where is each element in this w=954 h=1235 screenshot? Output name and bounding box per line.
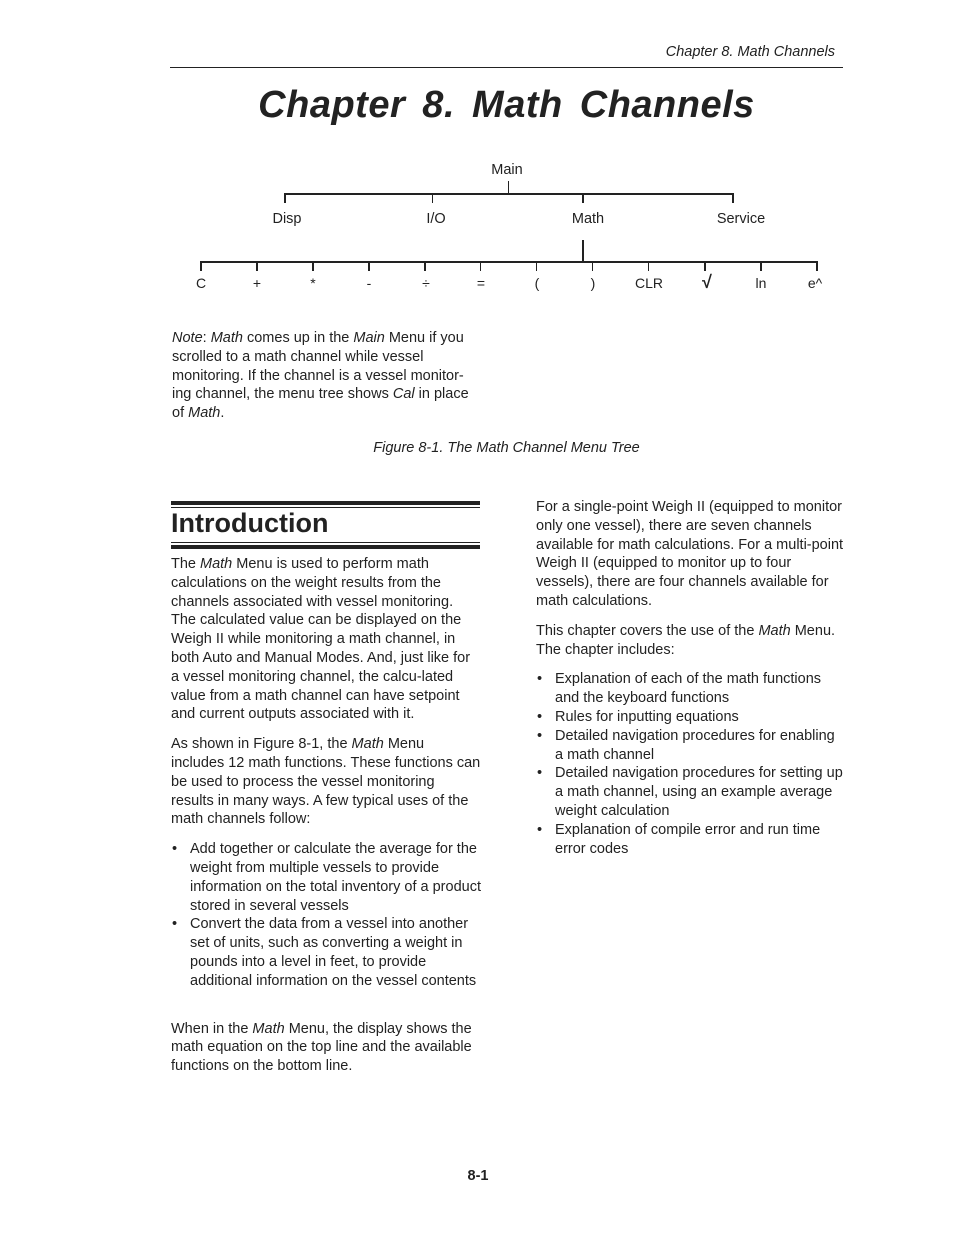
tree-item-io: I/O <box>426 211 446 227</box>
tree-item-math: Math <box>571 211 605 227</box>
key-close-paren: ) <box>590 275 596 291</box>
tree-connector <box>508 181 509 193</box>
section-rule <box>171 545 480 549</box>
key-minus: - <box>366 275 372 291</box>
list-item: • Rules for inputting equations <box>536 708 846 727</box>
tree-tick <box>582 193 584 203</box>
key-clear-entry: C <box>195 275 207 291</box>
left-column <box>171 555 481 1087</box>
tree-tick <box>480 261 481 271</box>
tree-tick <box>200 261 202 271</box>
key-plus: + <box>252 275 262 291</box>
tree-tick <box>816 261 818 271</box>
tree-tick <box>760 261 762 271</box>
key-ln: ln <box>755 275 767 291</box>
key-clr: CLR <box>634 275 664 291</box>
key-multiply: * <box>310 275 316 291</box>
tree-tick <box>368 261 370 271</box>
tree-tick <box>424 261 426 271</box>
section-rule <box>171 542 480 543</box>
tree-tick <box>732 193 734 203</box>
paragraph: The Math Menu is used to perform math calculations on the weight results from the channels associated with vessel monitoring. The calculated value can be displayed on the Weigh II while monitoring a math channel, in both Auto and Manual Modes. And, just like for a vessel monitoring channel, the calcu-lated value from a math channel can have setpoint and current outputs associated with it. <box>171 556 471 723</box>
key-divide: ÷ <box>422 275 430 291</box>
tree-item-service: Service <box>716 211 766 227</box>
tree-connector <box>582 240 584 261</box>
list-item: • Add together or calculate the average for the weight from multiple vessels to provide information on the total inventory of a product stored in several vessels <box>171 840 481 915</box>
list-item: • Convert the data from a vessel into another set of units, such as converting a weight in pounds into a level in feet, to provide additional information on the vessel contents <box>171 915 481 990</box>
figure-caption: Figure 8-1. The Math Channel Menu Tree <box>373 440 640 456</box>
section-rule <box>171 501 480 505</box>
key-open-paren: ( <box>534 275 540 291</box>
tree-root-main: Main <box>491 162 523 178</box>
note-label: Note <box>172 330 203 346</box>
tree-tick <box>256 261 258 271</box>
tree-level2-bar <box>200 261 817 263</box>
list-item: • Explanation of each of the math functions and the keyboard functions <box>536 670 846 708</box>
tree-tick <box>284 193 286 203</box>
tree-tick <box>704 261 706 271</box>
paragraph: For a single-point Weigh II (equipped to monitor only one vessel), there are seven channels available for math calculations. For a multi-point Weigh II (equipped to monitor up to four vessels), there are four channels available for math calculations. <box>536 499 844 609</box>
tree-tick <box>592 261 593 271</box>
tree-item-disp: Disp <box>272 211 302 227</box>
running-head: Chapter 8. Math Channels <box>665 44 835 60</box>
figure-note: Note: Math comes up in the Main Menu if you scrolled to a math channel while vessel monitoring. If the channel is a vessel monitor-ing channel, the menu tree shows Cal in place of Math. <box>172 330 469 422</box>
paragraph: This chapter covers the use of the Math Menu. The chapter includes: <box>536 622 836 658</box>
list-item: • Explanation of compile error and run time error codes <box>536 821 846 859</box>
tree-tick <box>312 261 314 271</box>
page-number: 8-1 <box>467 1168 489 1184</box>
header-rule <box>170 67 843 68</box>
bullet-list <box>171 840 481 990</box>
right-column <box>536 498 846 869</box>
list-item: • Detailed navigation procedures for enabling a math channel <box>536 727 846 765</box>
paragraph: As shown in Figure 8-1, the Math Menu includes 12 math functions. These functions can be used to process the vessel monitoring results in many ways. A few typical uses of the math channels follow: <box>171 736 481 828</box>
key-equals: = <box>476 275 486 291</box>
key-square-root: √ <box>702 272 712 292</box>
key-exp: e^ <box>807 275 823 291</box>
bullet-list <box>536 670 846 858</box>
list-item: • Detailed navigation procedures for setting up a math channel, using an example average weight calculation <box>536 764 846 820</box>
tree-tick <box>536 261 537 271</box>
paragraph: When in the Math Menu, the display shows the math equation on the top line and the available functions on the bottom line. <box>171 1020 472 1075</box>
tree-tick <box>648 261 649 271</box>
chapter-title: Chapter 8. Math Channels <box>258 84 755 126</box>
tree-level1-bar <box>284 193 733 195</box>
tree-tick <box>432 193 433 203</box>
section-title: Introduction <box>171 508 329 538</box>
